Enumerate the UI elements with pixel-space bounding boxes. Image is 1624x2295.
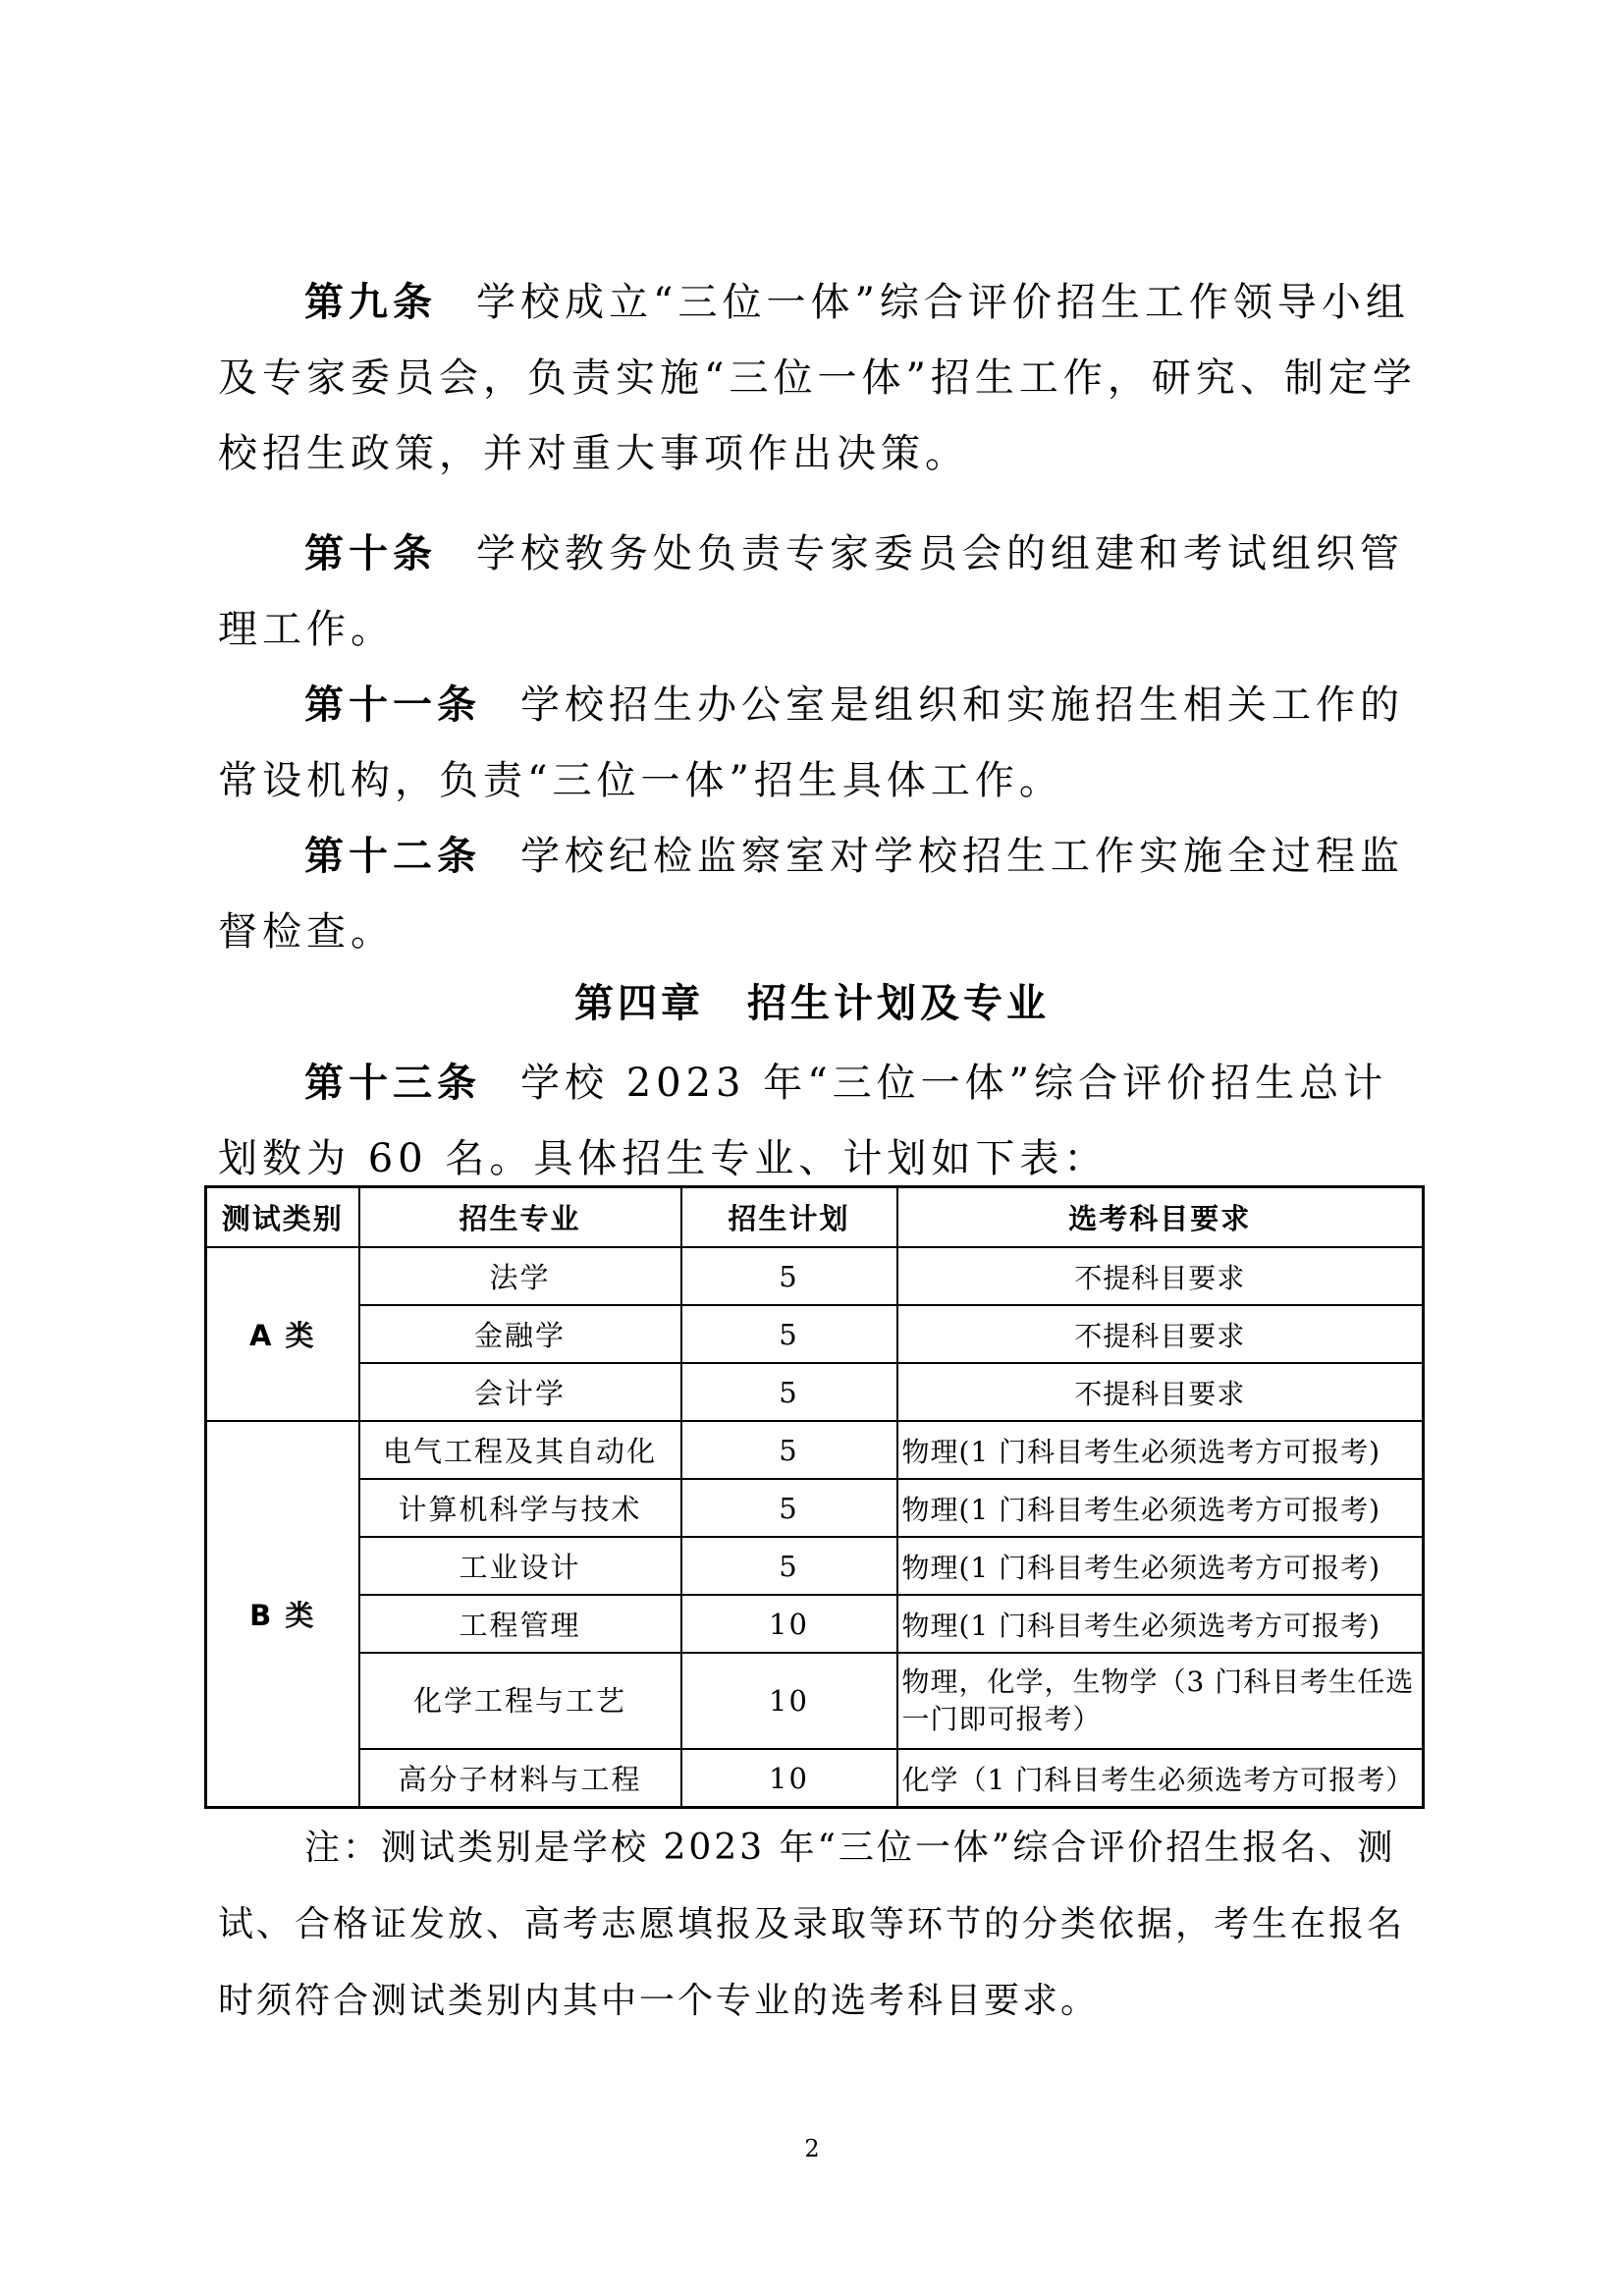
table-row: [206, 1247, 1424, 1305]
table-row: [206, 1421, 1424, 1479]
header-test-category: 测试类别: [206, 1187, 359, 1248]
article-text: 学校 2023 年“三位一体”综合评价招生总计划数为 60 名。具体招生专业、计划如下表：: [218, 1061, 1388, 1181]
plan-cell: 5: [681, 1421, 897, 1479]
plan-cell: 10: [681, 1595, 897, 1653]
plan-cell: 5: [681, 1479, 897, 1537]
requirement-cell: 不提科目要求: [897, 1247, 1424, 1305]
major-cell: 计算机科学与技术: [359, 1479, 681, 1537]
article-label: 第九条: [304, 280, 437, 325]
requirement-cell: 物理(1 门科目考生必须选考方可报考): [897, 1421, 1424, 1479]
major-cell: 会计学: [359, 1363, 681, 1421]
article-10: [218, 517, 1418, 668]
article-9: [218, 265, 1418, 492]
major-cell: 工业设计: [359, 1537, 681, 1595]
note-text: 注：测试类别是学校 2023 年“三位一体”综合评价招生报名、测试、合格证发放、高考志愿填报及录取等环节的分类依据，考生在报名时须符合测试类别内其中一个专业的选考科目要求。: [218, 1828, 1406, 2021]
enrollment-plan-table: [204, 1185, 1425, 1809]
plan-cell: 10: [681, 1653, 897, 1749]
requirement-cell: 物理(1 门科目考生必须选考方可报考): [897, 1479, 1424, 1537]
table-row: [206, 1595, 1424, 1653]
requirement-cell: 物理，化学，生物学（3 门科目考生任选一门即可报考）: [897, 1653, 1424, 1749]
page-number: 2: [804, 2135, 820, 2162]
major-cell: 化学工程与工艺: [359, 1653, 681, 1749]
category-b-cell: B 类: [206, 1421, 359, 1808]
table-note: [218, 1810, 1418, 2040]
plan-cell: 10: [681, 1749, 897, 1808]
requirement-cell: 不提科目要求: [897, 1305, 1424, 1363]
article-text: 学校教务处负责专家委员会的组建和考试组织管理工作。: [218, 531, 1404, 652]
article-12: [218, 819, 1418, 970]
header-major: 招生专业: [359, 1187, 681, 1248]
article-label: 第十条: [304, 531, 437, 576]
header-plan: 招生计划: [681, 1187, 897, 1248]
table-row: [206, 1749, 1424, 1808]
major-cell: 高分子材料与工程: [359, 1749, 681, 1808]
table-header-row: [206, 1187, 1424, 1248]
article-text: 学校招生办公室是组织和实施招生相关工作的常设机构，负责“三位一体”招生具体工作。: [218, 683, 1404, 803]
table-row: [206, 1653, 1424, 1749]
article-13: [218, 1046, 1418, 1197]
plan-cell: 5: [681, 1537, 897, 1595]
requirement-cell: 化学（1 门科目考生必须选考方可报考）: [897, 1749, 1424, 1808]
requirement-cell: 物理(1 门科目考生必须选考方可报考): [897, 1537, 1424, 1595]
table-row: [206, 1479, 1424, 1537]
major-cell: 工程管理: [359, 1595, 681, 1653]
article-11: [218, 668, 1418, 819]
article-text: 学校成立“三位一体”综合评价招生工作领导小组及专家委员会，负责实施“三位一体”招生工作，研究、制定学校招生政策，并对重大事项作出决策。: [218, 280, 1417, 476]
article-label: 第十三条: [304, 1061, 481, 1106]
chapter-title: 第四章 招生计划及专业: [574, 981, 1050, 1026]
plan-cell: 5: [681, 1247, 897, 1305]
plan-cell: 5: [681, 1363, 897, 1421]
table-row: [206, 1537, 1424, 1595]
article-text: 学校纪检监察室对学校招生工作实施全过程监督检查。: [218, 834, 1404, 955]
requirement-cell: 不提科目要求: [897, 1363, 1424, 1421]
major-cell: 金融学: [359, 1305, 681, 1363]
category-a-cell: A 类: [206, 1247, 359, 1421]
major-cell: 法学: [359, 1247, 681, 1305]
requirement-cell: 物理(1 门科目考生必须选考方可报考): [897, 1595, 1424, 1653]
header-subject-requirement: 选考科目要求: [897, 1187, 1424, 1248]
major-cell: 电气工程及其自动化: [359, 1421, 681, 1479]
plan-cell: 5: [681, 1305, 897, 1363]
table-row: [206, 1363, 1424, 1421]
article-label: 第十二条: [304, 834, 481, 879]
article-label: 第十一条: [304, 683, 481, 728]
table-row: [206, 1305, 1424, 1363]
